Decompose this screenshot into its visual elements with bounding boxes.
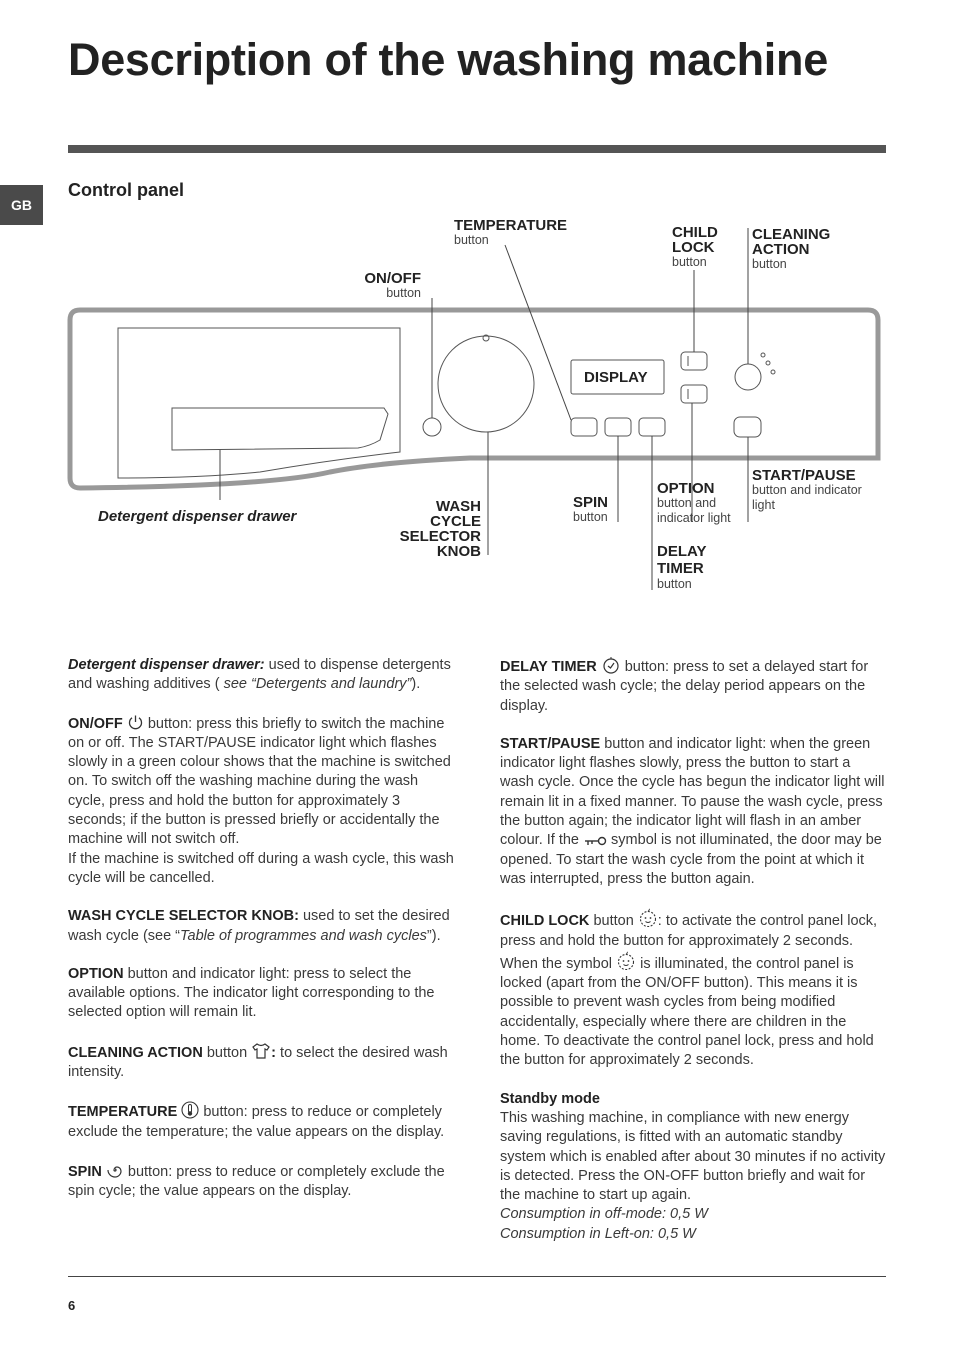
para-option: OPTION button and indicator light: press to select the available options. The indicator light corresponding to the selected option will remain lit. <box>68 965 435 1021</box>
temperature-button-shape <box>571 418 597 436</box>
label-spin: SPIN button <box>573 494 609 524</box>
label-delay: DELAY TIMER button <box>657 543 707 591</box>
drawer-outline <box>118 328 400 478</box>
para-standby: Standby mode This washing machine, in compliance with new energy saving regulations, is fitted with an automatic standby system which is enabled after about 30 minutes if no activity is detected. Press the ON-OFF button briefly and wait for the machine to start up again. Consumption in off-mode: 0,5 W Consumption in Left-on: 0,5 W <box>500 1090 886 1242</box>
startpause-button-shape <box>734 417 761 437</box>
para-spin: SPIN button: press to reduce or completely exclude the spin cycle; the value appears on the display. <box>68 1161 458 1202</box>
label-cleaning: CLEANING ACTION button <box>752 226 831 271</box>
shirt-icon <box>251 1042 271 1060</box>
page-title: Description of the washing machine <box>68 34 828 85</box>
para-delay: DELAY TIMER button: press to set a delayed start for the selected wash cycle; the delay period appears on the display. <box>500 656 888 716</box>
footer-rule <box>68 1276 886 1277</box>
para-startpause: START/PAUSE button and indicator light: when the green indicator light flashes slowly, press the button to start a wash cycle. Once the cycle has begun the indicator light will remain lit in a fixed manner. To pause the wash cycle, press the button again; the indicator light will flash in an amber colour. If the symbol is not illuminated, the door may be opened. To start the wash cycle from the point at which it was interrupted, press the button again. <box>500 735 885 887</box>
label-onoff: ON/OFF button <box>364 270 421 300</box>
power-icon <box>127 714 144 731</box>
panel-outline <box>70 310 878 488</box>
childlock-button-shape <box>681 352 707 370</box>
leader-temperature <box>505 245 571 420</box>
section-heading: Control panel <box>68 180 184 200</box>
label-display: DISPLAY <box>584 369 648 386</box>
control-panel-diagram <box>0 210 954 610</box>
delay-button-shape <box>681 385 707 403</box>
label-startpause: START/PAUSE button and indicator light <box>752 467 862 512</box>
right-column <box>500 656 888 1263</box>
child-face-icon <box>638 908 658 928</box>
option-button-shape <box>639 418 665 436</box>
spin-icon <box>106 1161 124 1179</box>
drawer-handle <box>172 408 388 450</box>
para-drawer: Detergent dispenser drawer: used to dispense detergents and washing additives ( see “Detergents and laundry”). <box>68 657 451 693</box>
para-knob: WASH CYCLE SELECTOR KNOB: used to set the desired wash cycle (see “Table of programmes and wash cycles”). <box>68 908 450 944</box>
child-face-icon <box>616 951 636 971</box>
clock-icon <box>601 656 621 674</box>
thermometer-icon <box>181 1101 199 1119</box>
label-option: OPTION button and indicator light <box>657 480 731 525</box>
spin-button-shape <box>605 418 631 436</box>
para-temperature: TEMPERATURE button: press to reduce or completely exclude the temperature; the value appears on the display. <box>68 1101 458 1142</box>
language-tab: GB <box>0 185 43 225</box>
title-rule <box>68 145 886 153</box>
cleaning-button-shape <box>735 364 761 390</box>
key-icon <box>583 835 607 847</box>
left-column <box>68 656 458 1221</box>
para-childlock: CHILD LOCK button : to activate the control panel lock, press and hold the button for approximately 2 seconds. When the symbol is illuminated, the control panel is locked (apart from the ON/OFF button). This means it is possible to prevent wash cycles from being modified accidentally, especially where there are children in the home. To deactivate the control panel lock, press and hold the button for approximately 2 seconds. <box>500 908 888 1070</box>
label-temperature: TEMPERATURE button <box>454 217 568 247</box>
page-number: 6 <box>68 1298 76 1313</box>
para-cleaning: CLEANING ACTION button : to select the desired wash intensity. <box>68 1042 458 1083</box>
standby-heading: Standby mode <box>500 1090 600 1107</box>
onoff-button-shape <box>423 418 441 436</box>
label-knob: WASH CYCLE SELECTOR KNOB <box>399 498 481 560</box>
label-drawer: Detergent dispenser drawer <box>98 508 297 525</box>
para-onoff: ON/OFF button: press this briefly to switch the machine on or off. The START/PAUSE indicator light which flashes slowly in a green colour shows that the machine is switched on. To switch off the washing machine during the wash cycle, press and hold the button for approximately 3 seconds; if the button is pressed briefly or accidentally the machine will not switch off. If the machine is switched off during a wash cycle, this wash cycle will be cancelled. <box>68 715 454 886</box>
label-childlock: CHILD LOCK button <box>672 224 718 269</box>
knob-shape <box>438 336 534 432</box>
